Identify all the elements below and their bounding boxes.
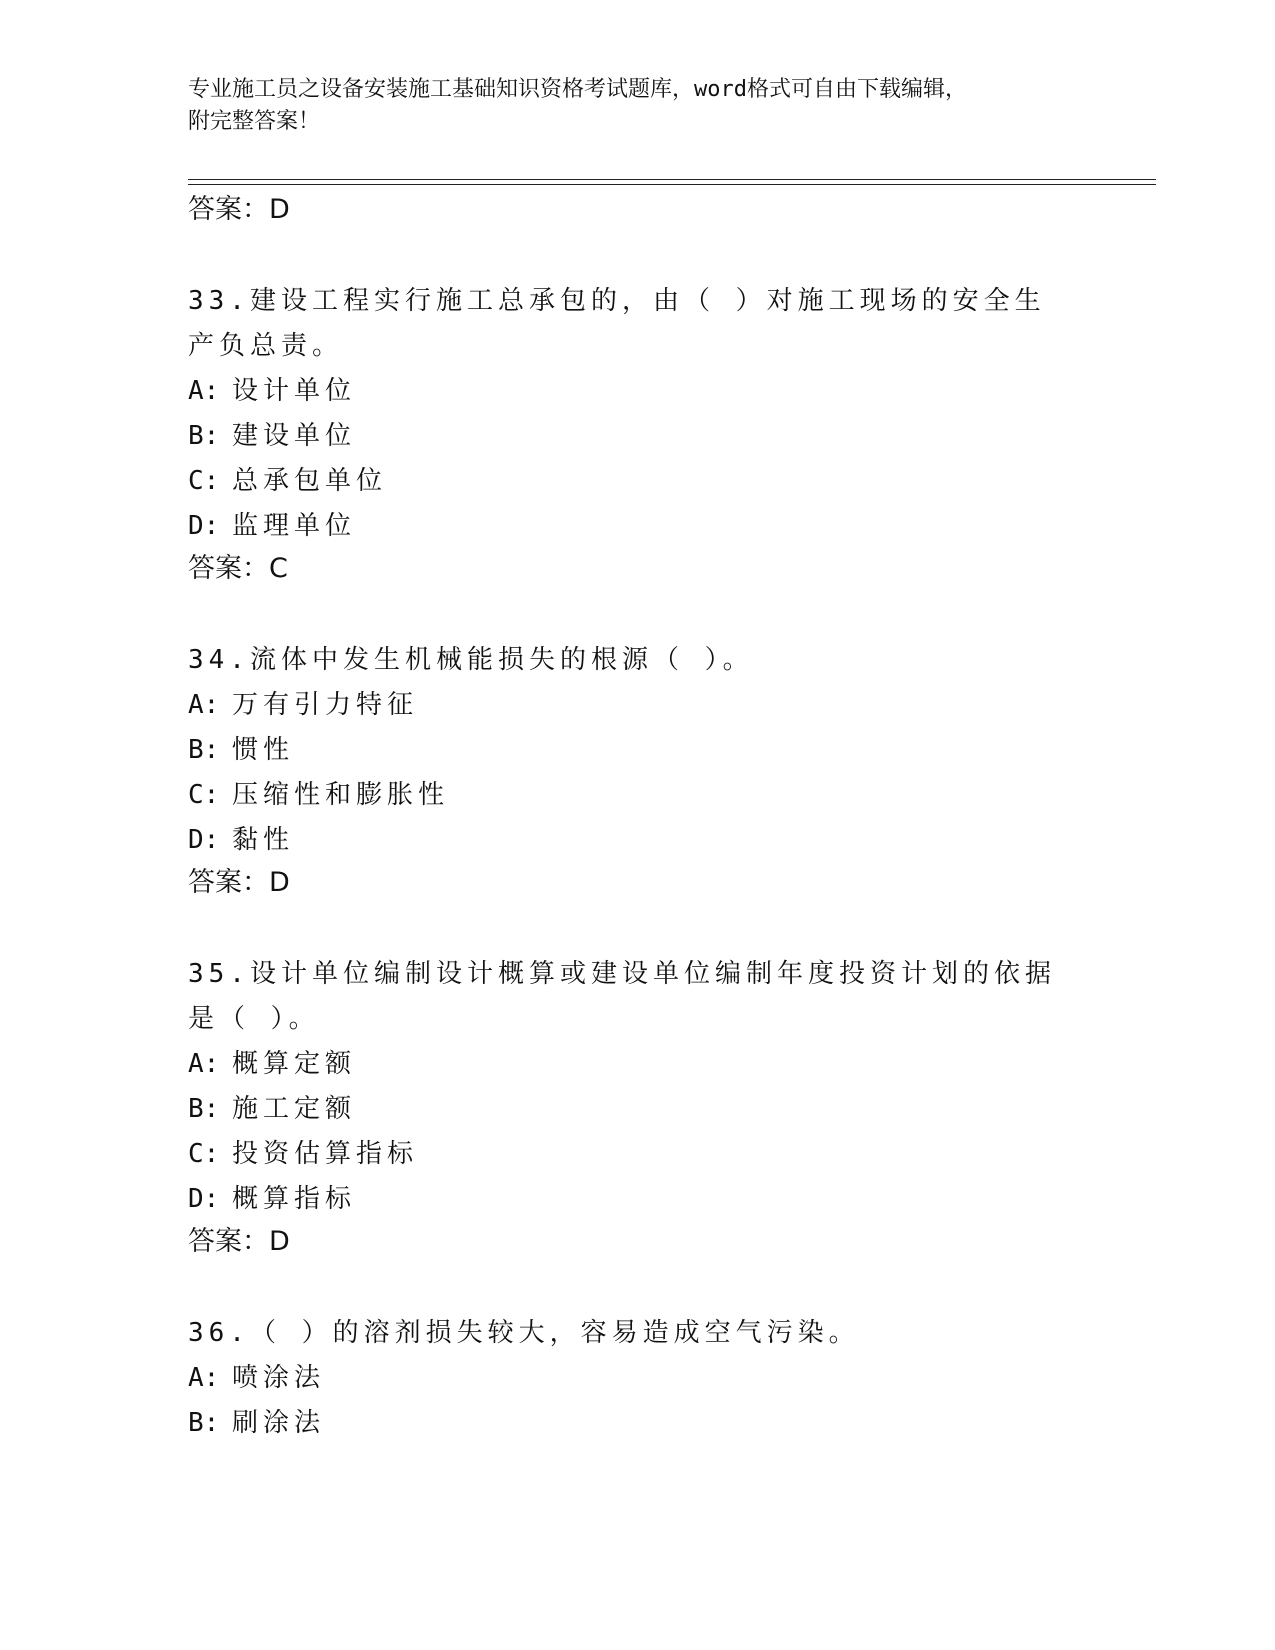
option-key: D:: [188, 511, 220, 541]
option-text: 设计单位: [232, 376, 357, 406]
question-text: 33.建设工程实行施工总承包的，由（ ）对施工现场的安全生产负总责。: [188, 286, 1046, 361]
header-line-2: 附完整答案！: [188, 109, 321, 134]
option-key: B:: [188, 735, 220, 765]
option-text: 总承包单位: [232, 466, 388, 496]
option-text: 建设单位: [232, 421, 357, 451]
question-text: 36.（ ）的溶剂损失较大，容易造成空气污染。: [188, 1318, 860, 1348]
option-d: [188, 504, 1088, 549]
option-c: [188, 773, 1088, 818]
question-text: 34.流体中发生机械能损失的根源（ ）。: [188, 645, 754, 675]
option-key: C:: [188, 466, 220, 496]
page-header: [188, 74, 1088, 138]
header-line-1: 专业施工员之设备安装施工基础知识资格考试题库，word格式可自由下载编辑，: [188, 77, 967, 102]
question-36: [188, 1311, 1088, 1446]
option-text: 万有引力特征: [232, 690, 419, 720]
option-text: 概算指标: [232, 1184, 357, 1214]
option-a: [188, 369, 1088, 414]
answer-line: [188, 549, 1088, 589]
option-key: A:: [188, 690, 220, 720]
option-key: C:: [188, 780, 220, 810]
option-key: C:: [188, 1139, 220, 1169]
option-text: 施工定额: [232, 1094, 357, 1124]
option-b: [188, 414, 1088, 459]
question-34: [188, 638, 1088, 903]
question-33: [188, 279, 1088, 589]
answer-line-32: [188, 190, 1088, 230]
answer-label: 答案：: [188, 867, 269, 898]
option-a: [188, 683, 1088, 728]
answer-line: [188, 1222, 1088, 1262]
option-text: 刷涂法: [232, 1408, 326, 1438]
answer-line: [188, 863, 1088, 903]
option-key: A:: [188, 1363, 220, 1393]
answer-value: D: [269, 194, 290, 225]
option-key: B:: [188, 421, 220, 451]
option-c: [188, 1132, 1088, 1177]
option-text: 喷涂法: [232, 1363, 326, 1393]
option-text: 投资估算指标: [232, 1139, 419, 1169]
option-c: [188, 459, 1088, 504]
option-key: D:: [188, 825, 220, 855]
answer-label: 答案：: [188, 1226, 269, 1257]
option-key: A:: [188, 376, 220, 406]
header-divider-bottom: [188, 184, 1156, 185]
option-b: [188, 728, 1088, 773]
question-list: [188, 190, 1088, 1446]
option-key: B:: [188, 1094, 220, 1124]
answer-label: 答案：: [188, 194, 269, 225]
option-d: [188, 818, 1088, 863]
question-35: [188, 952, 1088, 1262]
option-text: 压缩性和膨胀性: [232, 780, 450, 810]
option-key: D:: [188, 1184, 220, 1214]
answer-value: C: [269, 553, 288, 584]
option-b: [188, 1087, 1088, 1132]
answer-value: D: [269, 867, 290, 898]
option-a: [188, 1042, 1088, 1087]
option-text: 惯性: [232, 735, 295, 765]
answer-value: D: [269, 1226, 290, 1257]
option-key: B:: [188, 1408, 220, 1438]
option-text: 监理单位: [232, 511, 357, 541]
header-divider-top: [188, 179, 1156, 180]
option-text: 概算定额: [232, 1049, 357, 1079]
option-text: 黏性: [232, 825, 295, 855]
question-text: 35.设计单位编制设计概算或建设单位编制年度投资计划的依据是（ ）。: [188, 959, 1056, 1034]
option-key: A:: [188, 1049, 220, 1079]
option-b: [188, 1401, 1088, 1446]
option-a: [188, 1356, 1088, 1401]
answer-label: 答案：: [188, 553, 269, 584]
option-d: [188, 1177, 1088, 1222]
